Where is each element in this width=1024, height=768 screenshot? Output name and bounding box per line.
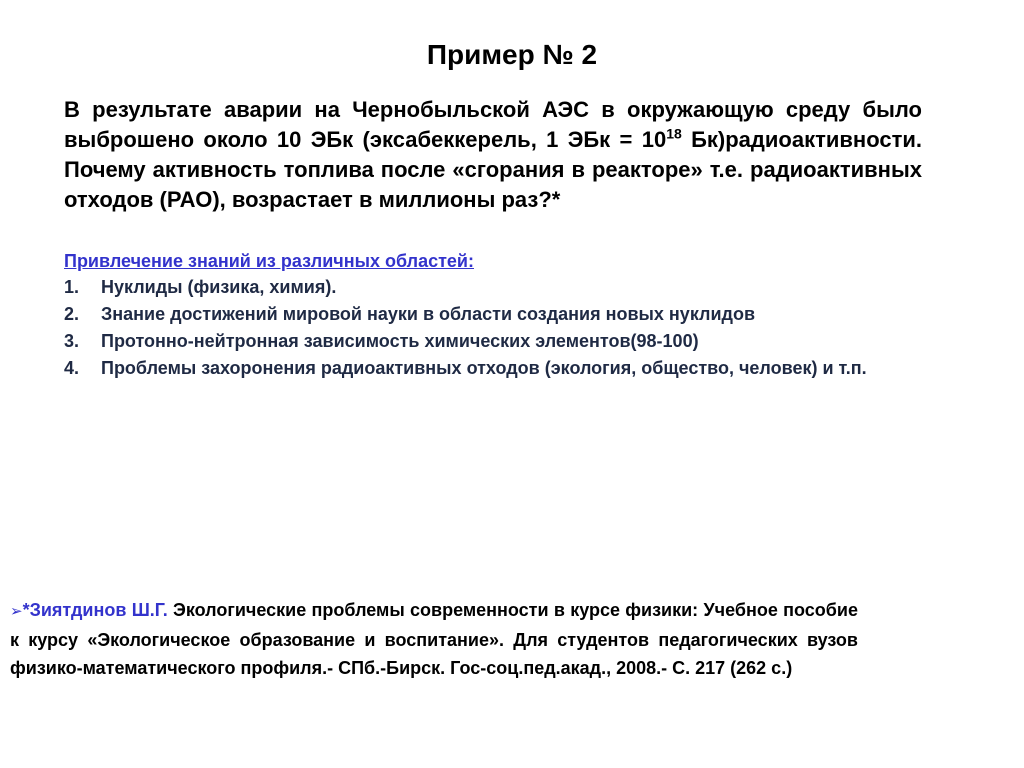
reference-text: Экологические проблемы современности в курсе физики: Учебное пособие к курсу «Экологическое образование и воспитание». Для студентов педагогических вузов физико-математического профиля.- СПб.-Бирск. Гос-соц.пед.акад., 2008.- С. 217 (262 с.) bbox=[10, 600, 858, 678]
slide-title: Пример № 2 bbox=[426, 39, 598, 70]
question-text bbox=[64, 95, 922, 215]
list-item-text: Проблемы захоронения радиоактивных отходов (экология, общество, человек) и т.п. bbox=[101, 358, 867, 378]
list-item-text: Нуклиды (физика, химия). bbox=[101, 277, 337, 297]
list-item-number: 1. bbox=[64, 277, 80, 297]
question-part-1: В результате аварии на Чернобыльской АЭС в окружающую среду было выброшено около 10 ЭБк (эксабеккерель, 1 ЭБк = 10 bbox=[64, 97, 922, 152]
list-item bbox=[64, 355, 924, 381]
list-item-number: 2. bbox=[64, 304, 80, 324]
question-part-2: Бк)радиоактивности. Почему активность топлива после «сгорания в реакторе» т.е. радиоактивных отходов (РАО), возрастает в миллионы раз?* bbox=[64, 127, 922, 212]
list-item bbox=[64, 328, 924, 354]
reference-note bbox=[10, 596, 858, 682]
knowledge-areas-list bbox=[64, 274, 924, 382]
list-item-number: 3. bbox=[64, 331, 80, 351]
list-item bbox=[64, 274, 924, 300]
reference-author: *Зиятдинов Ш.Г. bbox=[22, 600, 168, 620]
section-heading-link[interactable]: Привлечение знаний из различных областей: bbox=[64, 251, 474, 271]
list-item bbox=[64, 301, 924, 327]
list-item-text: Протонно-нейтронная зависимость химических элементов(98-100) bbox=[101, 331, 699, 351]
list-item-text: Знание достижений мировой науки в области создания новых нуклидов bbox=[101, 304, 756, 324]
arrow-bullet-icon: ➢ bbox=[10, 603, 23, 620]
question-exponent: 18 bbox=[666, 125, 682, 142]
list-item-number: 4. bbox=[64, 358, 80, 378]
